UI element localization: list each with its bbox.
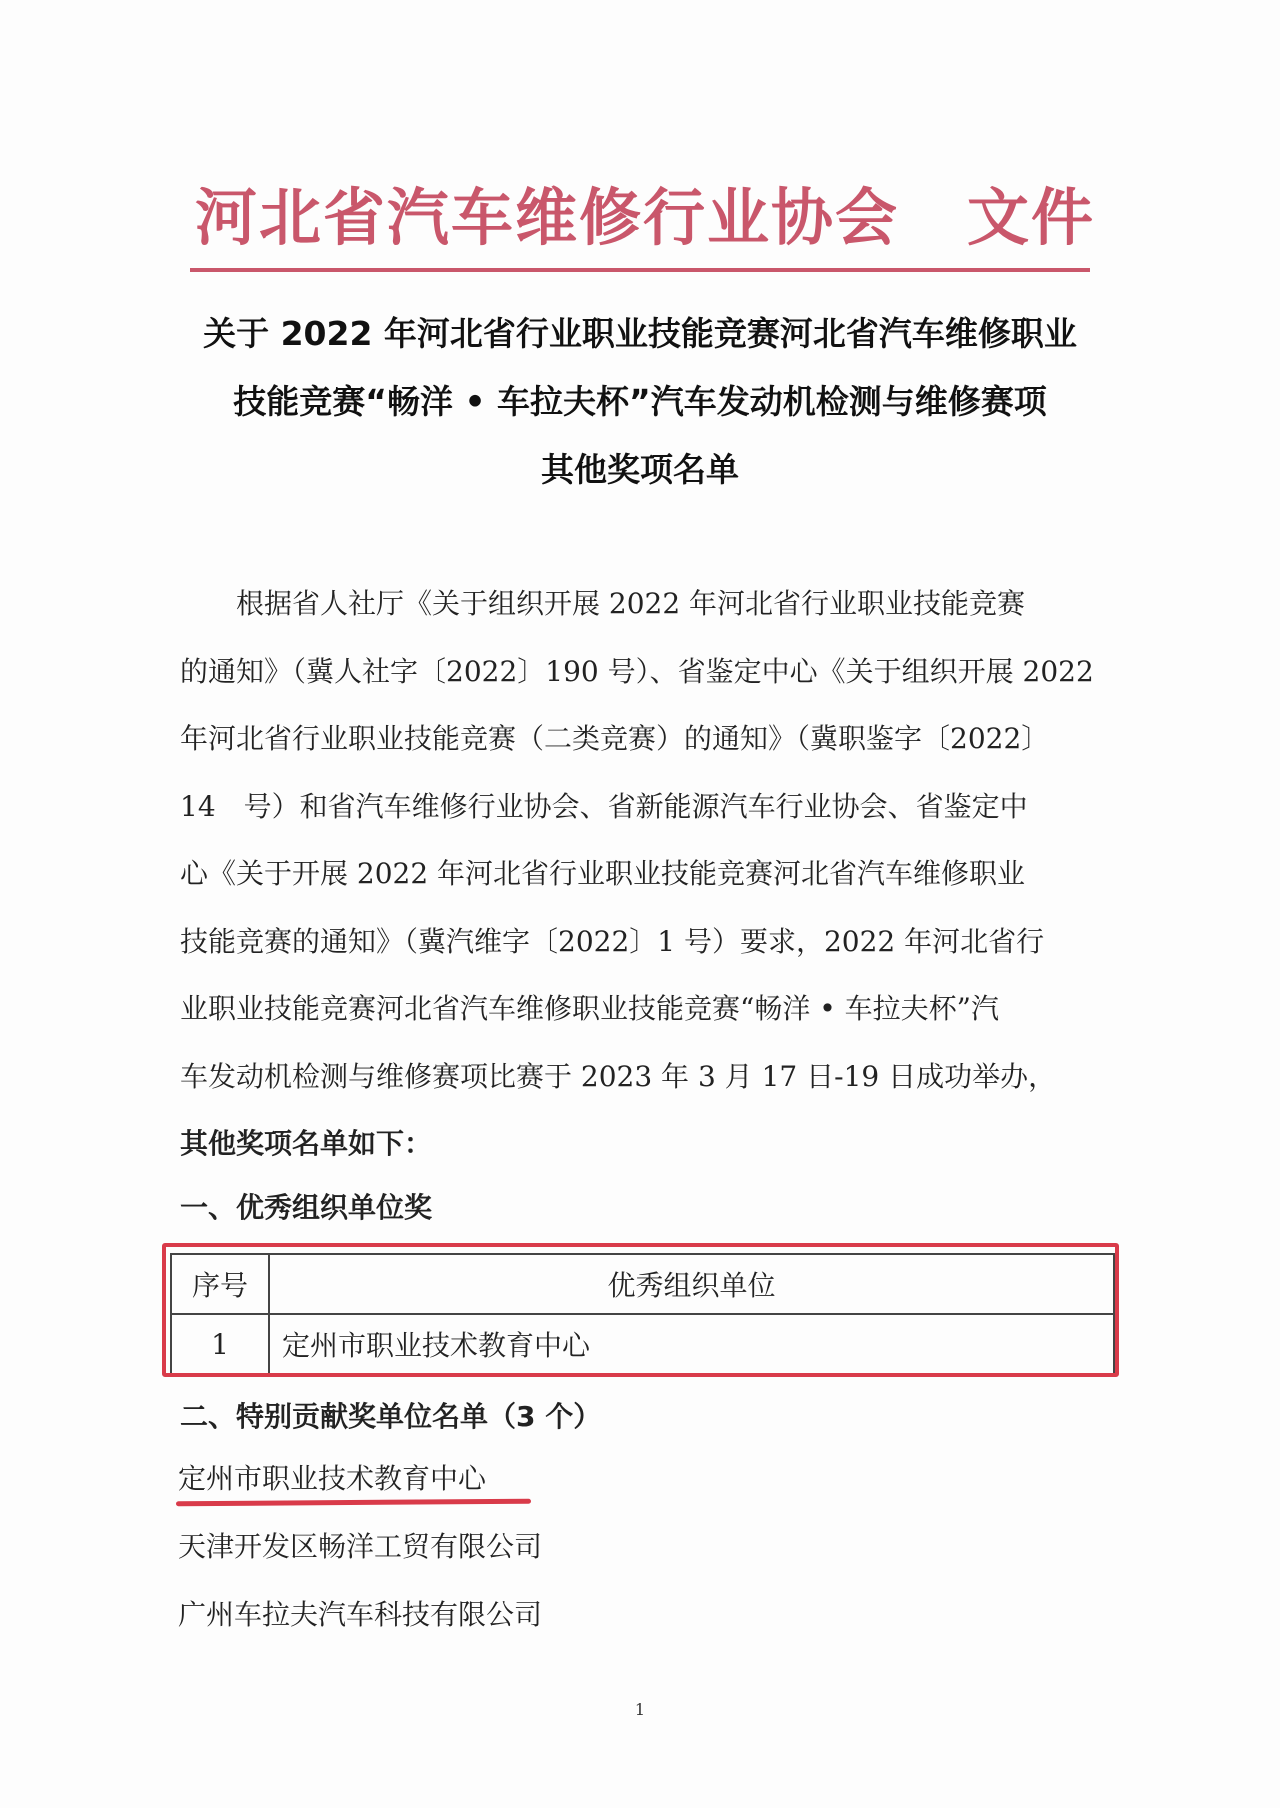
body-line: 根据省人社厅《关于组织开展 2022 年河北省行业职业技能竞赛 [180, 587, 1026, 620]
section-heading-excellent-organization: 一、优秀组织单位奖 [180, 1191, 433, 1224]
table-cell-unit: 定州市职业技术教育中心 [269, 1314, 1114, 1374]
list-item: 广州车拉夫汽车科技有限公司 [178, 1598, 543, 1631]
title-line: 其他奖项名单 [541, 450, 739, 489]
page-number: 1 [634, 1700, 646, 1719]
table-header-unit: 优秀组织单位 [269, 1254, 1114, 1314]
red-underline-mark [176, 1499, 531, 1506]
body-line: 业职业技能竞赛河北省汽车维修职业技能竞赛“畅洋 • 车拉夫杯”汽 [180, 992, 999, 1025]
body-closing-line: 其他奖项名单如下： [180, 1127, 433, 1160]
body-line: 心《关于开展 2022 年河北省行业职业技能竞赛河北省汽车维修职业 [180, 857, 1026, 890]
body-line: 车发动机检测与维修赛项比赛于 2023 年 3 月 17 日-19 日成功举办， [180, 1059, 1057, 1093]
document-type-label: 文件 [966, 181, 1095, 254]
body-paragraph [180, 570, 1094, 1178]
header-divider [190, 268, 1090, 272]
document-header [195, 168, 1095, 257]
list-item: 定州市职业技术教育中心 [178, 1462, 487, 1495]
document-title [180, 300, 1100, 504]
list-item: 天津开发区畅洋工贸有限公司 [178, 1530, 543, 1563]
body-line: 14 号）和省汽车维修行业协会、省新能源汽车行业协会、省鉴定中 [180, 789, 1028, 823]
section-heading-special-contribution: 二、特别贡献奖单位名单（3 个） [180, 1400, 602, 1433]
body-line: 技能竞赛的通知》（冀汽维字〔2022〕1 号）要求，2022 年河北省行 [180, 924, 1045, 958]
red-highlight-box [162, 1243, 1119, 1377]
title-line: 关于 2022 年河北省行业职业技能竞赛河北省汽车维修职业 [203, 314, 1077, 353]
table-header-number: 序号 [171, 1254, 269, 1314]
title-line: 技能竞赛“畅洋 • 车拉夫杯”汽车发动机检测与维修赛项 [233, 382, 1047, 421]
body-line: 的通知》（冀人社字〔2022〕190 号）、省鉴定中心《关于组织开展 2022 [180, 654, 1094, 688]
body-line: 年河北省行业职业技能竞赛（二类竞赛）的通知》（冀职鉴字〔2022〕 [180, 722, 1050, 755]
table-cell-number: 1 [171, 1314, 269, 1374]
issuing-organization: 河北省汽车维修行业协会 [195, 181, 900, 254]
